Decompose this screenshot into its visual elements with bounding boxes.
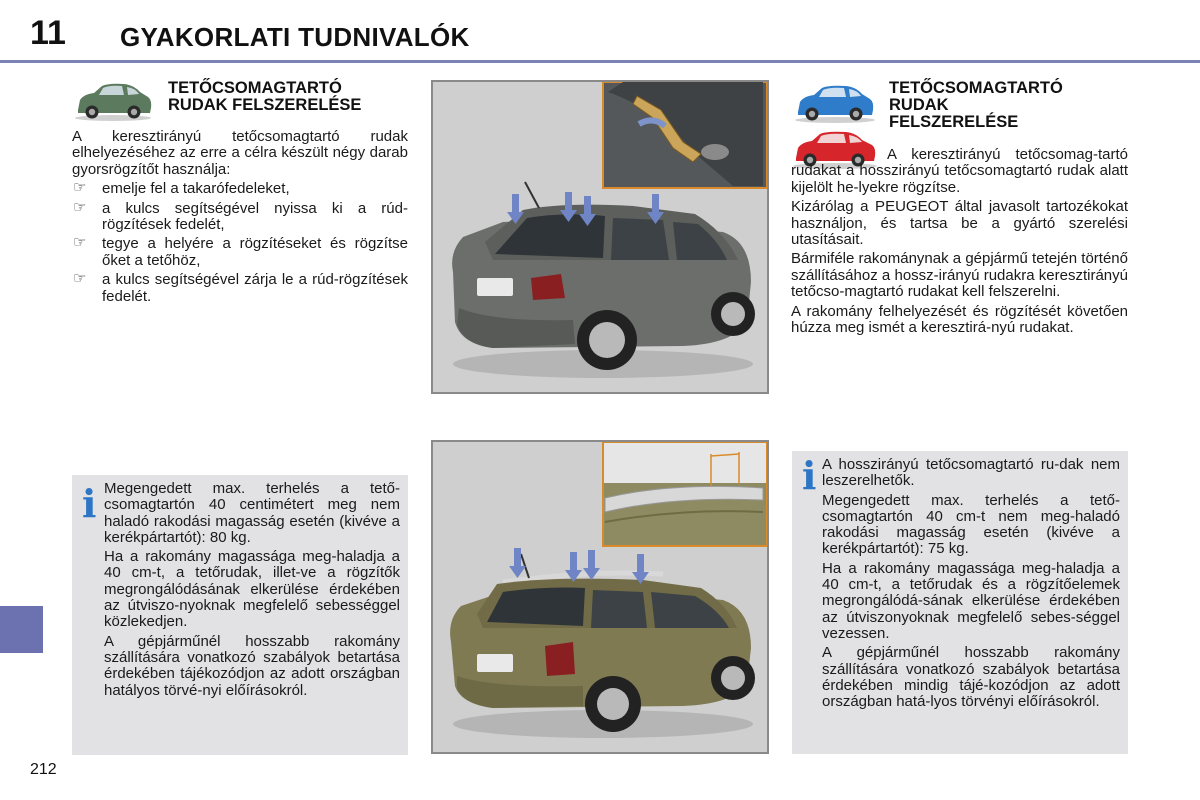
pointing-hand-icon: ☞ xyxy=(73,179,87,197)
right-section-title xyxy=(889,80,1063,131)
right-paragraph-2: Kizárólag a PEUGEOT által javasolt tartozékokat használjon, és tartsa be a gyártó szerelési utasításait. xyxy=(791,198,1128,249)
right-title-line1: TETŐCSOMAGTARTÓ xyxy=(889,79,1063,97)
left-section-title xyxy=(168,80,361,114)
left-info-box xyxy=(72,475,408,755)
right-title-line3: FELSZERELÉSE xyxy=(889,113,1019,131)
left-intro: A keresztirányú tetőcsomagtartó rudak elhelyezéséhez az erre a célra készült négy darab gyorsrögzítőt használja: xyxy=(72,128,408,178)
chapter-title: GYAKORLATI TUDNIVALÓK xyxy=(120,22,470,52)
right-paragraph-1: A keresztirányú tetőcsomag-tartó rudakat a hosszirányú tetőcsomagtartó rudak alatt kijelölt he-lyekre rögzítse. xyxy=(791,146,1128,196)
left-info-paragraph-1: Megengedett max. terhelés a tető-csomagtartón 40 centimétert meg nem haladó rakodási magasság esetén (kivéve a kerékpártartót): 80 kg. xyxy=(104,480,400,546)
right-info-paragraph-4: A gépjárműnél hosszabb rakomány szállítására vonatkozó szabályok betartása érdekében mindig tájé-kozódjon az adott országban hatá-lyos törvényi előírásokról. xyxy=(822,644,1120,711)
left-info-paragraph-2: Ha a rakomány magassága meg-haladja a 40 cm-t, a tetőrudak, illet-ve a rögzítők megrongálódásának elkerülése érdekében az útviszo-nyoknak megfelelő sebességgel közlekedjen. xyxy=(104,548,400,631)
pointing-hand-icon: ☞ xyxy=(73,234,87,252)
info-icon: i xyxy=(802,453,817,498)
right-info-paragraph-1: A hosszirányú tetőcsomagtartó ru-dak nem leszerelhetők. xyxy=(822,456,1120,490)
left-info-body xyxy=(104,481,400,702)
blue-car-icon xyxy=(792,82,878,129)
right-info-paragraph-2: Megengedett max. terhelés a tető-csomagtartón 40 cm-t nem meg-haladó rakodási magasság esetén (kivéve a kerékpártartót): 75 kg. xyxy=(822,491,1120,558)
right-title-line2: RUDAK xyxy=(889,96,949,114)
left-section-body xyxy=(72,129,408,308)
list-item: ☞ a kulcs segítségével zárja le a rúd-rögzítések fedelét. xyxy=(73,270,408,305)
chapter-side-tab xyxy=(0,606,43,653)
left-title-line2: RUDAK FELSZERELÉSE xyxy=(168,96,362,114)
right-info-body xyxy=(822,457,1120,713)
chapter-number: 11 xyxy=(30,14,66,52)
left-bullet-list xyxy=(72,181,408,305)
green-car-icon xyxy=(72,80,154,127)
pointing-hand-icon: ☞ xyxy=(73,270,87,288)
pointing-hand-icon: ☞ xyxy=(73,198,87,216)
left-title-line1: TETŐCSOMAGTARTÓ xyxy=(168,79,342,97)
header-rule xyxy=(0,60,1200,63)
list-item: ☞ emelje fel a takarófedeleket, xyxy=(73,179,290,198)
right-paragraph-4: A rakomány felhelyezését és rögzítését követően húzza meg ismét a keresztirá-nyú rudakat. xyxy=(791,302,1128,337)
right-paragraph-3: Bármiféle rakománynak a gépjármű tetején történő szállításához a hossz-irányú rudakra keresztirányú tetőcso-magtartó rudakat kell felszerelni. xyxy=(791,250,1128,301)
info-icon: i xyxy=(82,481,97,526)
left-info-paragraph-3: A gépjárműnél hosszabb rakomány szállítására vonatkozó szabályok betartása érdekében tájékozódjon az adott országban hatályos törvé-nyi előírásokról. xyxy=(104,632,400,699)
station-wagon-roof-figure xyxy=(431,440,769,754)
list-item: ☞ a kulcs segítségével nyissa ki a rúd-rögzítések fedelét, xyxy=(73,198,408,234)
page-number: 212 xyxy=(30,761,57,778)
list-item: ☞ tegye a helyére a rögzítéseket és rögzítse őket a tetőhöz, xyxy=(73,234,408,269)
right-info-paragraph-3: Ha a rakomány magassága meg-haladja a 40 cm-t, a tetőrudak és a rögzítőelemek megrongálódá-sának elkerülése érdekében az útviszonyoknak megfelelő sebes-séggel vezessen. xyxy=(822,559,1120,642)
right-section-body xyxy=(791,147,1128,339)
right-info-box xyxy=(792,451,1128,754)
hatchback-roof-figure xyxy=(431,80,769,394)
